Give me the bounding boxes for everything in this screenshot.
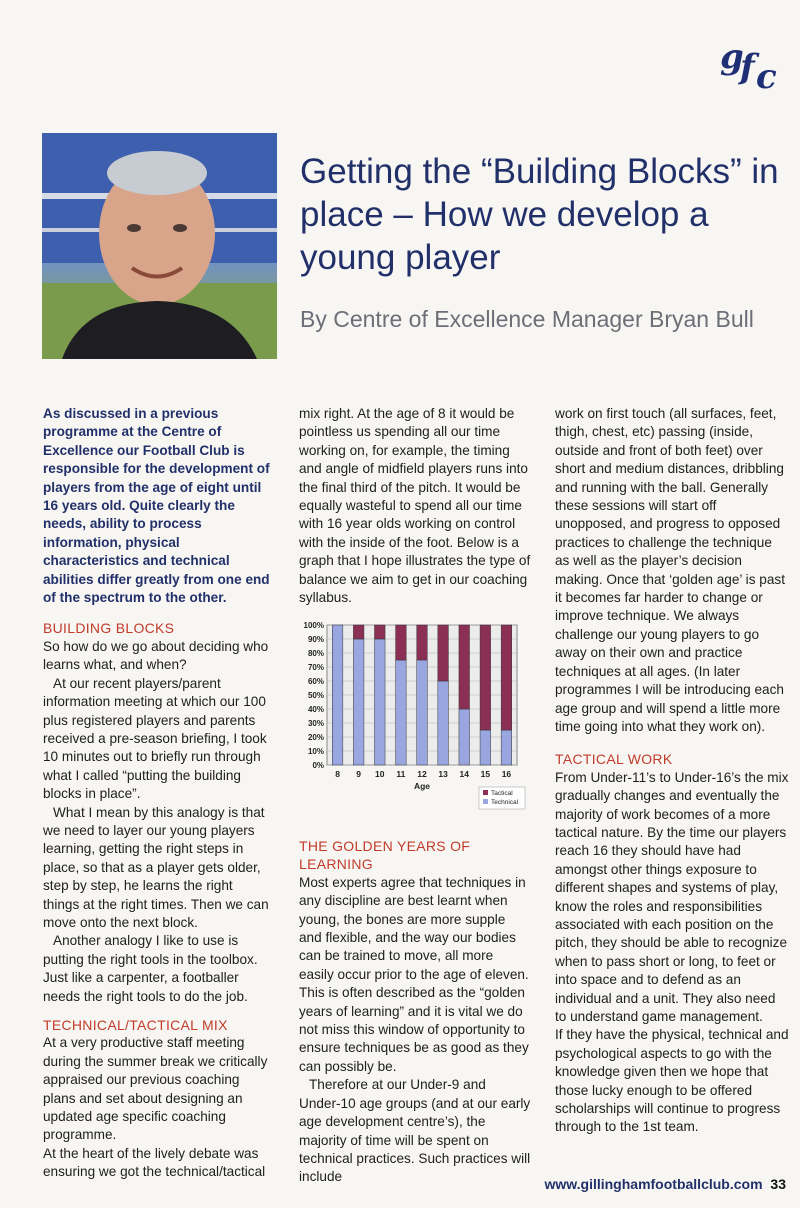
club-logo: g f c [720,37,777,97]
article-title: Getting the “Building Blocks” in place – How we develop a young player [300,152,779,277]
column-2-lower [299,837,531,1187]
paragraph: At our recent players/parent information meeting at which our 100 plus registered players and parents received a pre-season briefing, I took 10 minutes out to briefly run through what I called “putting the building blocks in place”. [43,675,267,802]
y-tick-label: 90% [307,635,324,644]
legend-label: Tactical [491,790,513,797]
bar-tactical [353,625,364,639]
bar-technical [501,730,512,765]
legend-swatch [483,799,488,804]
y-tick-label: 30% [307,719,324,728]
y-tick-label: 10% [307,747,324,756]
paragraph: mix right. At the age of 8 it would be pointless us spending all our time working on, for example, the timing and angle of midfield players runs into the final third of the pitch. It would be equally wasteful to spend all our time with 16 year olds working on control with the inside of the foot. Below is a graph that I hope illustrates the type of balance we aim to get in our coaching syllabus. [299,406,531,606]
column-2 [299,405,531,607]
paragraph: Another analogy I like to use is putting the right tools in the toolbox. Just like a carpenter, a footballer needs the right tools to do the job. [43,933,258,1004]
y-tick-label: 60% [307,677,324,686]
y-tick-label: 50% [307,691,324,700]
bar-technical [396,660,407,765]
bar-technical [375,639,386,765]
bar-tactical [501,625,512,730]
intro-paragraph: As discussed in a previous programme at the Centre of Excellence our Football Club is responsible for the development of players from the age of eight until 16 years old. Quite clearly the needs, ability to process information, physical characteristics and technical abilities differ greatly from one end of the spectrum to the other. [43,406,270,606]
subheading-technical-tactical-mix: TECHNICAL/TACTICAL MIX [43,1017,228,1033]
x-tick-label: 16 [501,769,512,779]
bar-technical [438,681,449,765]
paragraph: work on first touch (all surfaces, feet, thigh, chest, etc) passing (inside, outside and front of both feet) over short and medium distances, dribbling and running with the ball. Generally these sessions will start off unopposed, and progress to opposed practices to challenge the technique as well as the player’s decision making. Once that ‘golden age’ is past it becomes far harder to change or improve technique. We always challenge our young players to go away on their own and practice techniques at all ages. (In later programmes I will be introducing each age group and will spend a little more time going into what they work on). [555,406,785,734]
y-tick-label: 20% [307,733,324,742]
subheading-building-blocks: BUILDING BLOCKS [43,620,175,637]
x-tick-label: 8 [335,769,340,779]
x-tick-label: 12 [417,769,427,779]
y-tick-label: 0% [312,761,324,770]
bar-technical [332,625,343,765]
x-tick-label: 10 [375,769,385,779]
bar-tactical [375,625,386,639]
x-tick-label: 13 [438,769,448,779]
bar-tactical [480,625,491,730]
paragraph: What I mean by this analogy is that we need to layer our young players learning, getting the right steps in place, so that as a player gets older, step by step, he learns the right things at the right times. Then we can move onto the next block. [43,804,269,930]
y-tick-label: 40% [307,705,324,714]
subheading-golden-years: THE GOLDEN YEARS OF LEARNING [299,838,471,873]
paragraph: Most experts agree that techniques in any discipline are best learnt when young, the bones are more supple and flexible, and the way our bodies can be trained to move, all more easily occur prior to the age of eleven. This is often described as the “golden years of learning” and it is vital we do not miss this window of opportunity to ensure techniques be as good as they can possibly be. [299,874,529,1074]
bar-technical [480,730,491,765]
bar-tactical [459,625,470,709]
legend-label: Technical [491,799,519,806]
bar-technical [459,709,470,765]
paragraph: If they have the physical, technical and psychological aspects to go with the knowledge given then we hope that those lucky enough to be offered scholarships will continue to progress through to the 1st team. [555,1027,789,1135]
x-tick-label: 11 [396,769,406,779]
x-axis-label: Age [413,781,431,791]
bar-tactical [438,625,449,681]
bar-technical [417,660,428,765]
x-tick-label: 9 [356,769,362,779]
subheading-tactical-work: TACTICAL WORK [555,751,673,768]
bar-tactical [417,625,428,660]
bar-technical [353,639,364,765]
paragraph: At a very productive staff meeting during the summer break we critically appraised our previous coaching plans and set about designing an updated age specific coaching programme. [43,1035,268,1143]
footer-url[interactable]: www.gillinghamfootballclub.com [544,1176,763,1192]
y-tick-label: 80% [307,649,324,658]
column-1 [43,405,271,1182]
y-tick-label: 70% [307,663,324,672]
page-number: 33 [770,1176,786,1192]
page-footer [544,1176,786,1192]
column-3 [555,405,790,1137]
article-byline: By Centre of Excellence Manager Bryan Bull [300,306,754,332]
bar-tactical [396,625,407,660]
legend-swatch [483,790,488,795]
paragraph: So how do we go about deciding who learns what, and when? [43,638,269,673]
coaching-balance-chart [297,615,527,825]
manager-photo [42,133,277,359]
x-tick-label: 15 [480,769,491,779]
x-tick-label: 14 [459,769,469,779]
paragraph: At the heart of the lively debate was ensuring we got the technical/tactical [43,1145,266,1180]
y-tick-label: 100% [303,621,324,630]
paragraph: Therefore at our Under-9 and Under-10 age groups (and at our early age development centre’s), the majority of time will be spent on technical practices. Such practices will include [299,1077,531,1185]
paragraph: From Under-11’s to Under-16’s the mix gradually changes and eventually the majority of work becomes of a more tactical nature. By the time our players reach 16 they should have had amongst other things exposure to different shapes and systems of play, know the roles and responsibilities associated with each position on the pitch, they should be able to recognize when to pass short or long, to feet or into space and to defend as an individual and a unit. They also need to understand game management. [555,769,789,1024]
